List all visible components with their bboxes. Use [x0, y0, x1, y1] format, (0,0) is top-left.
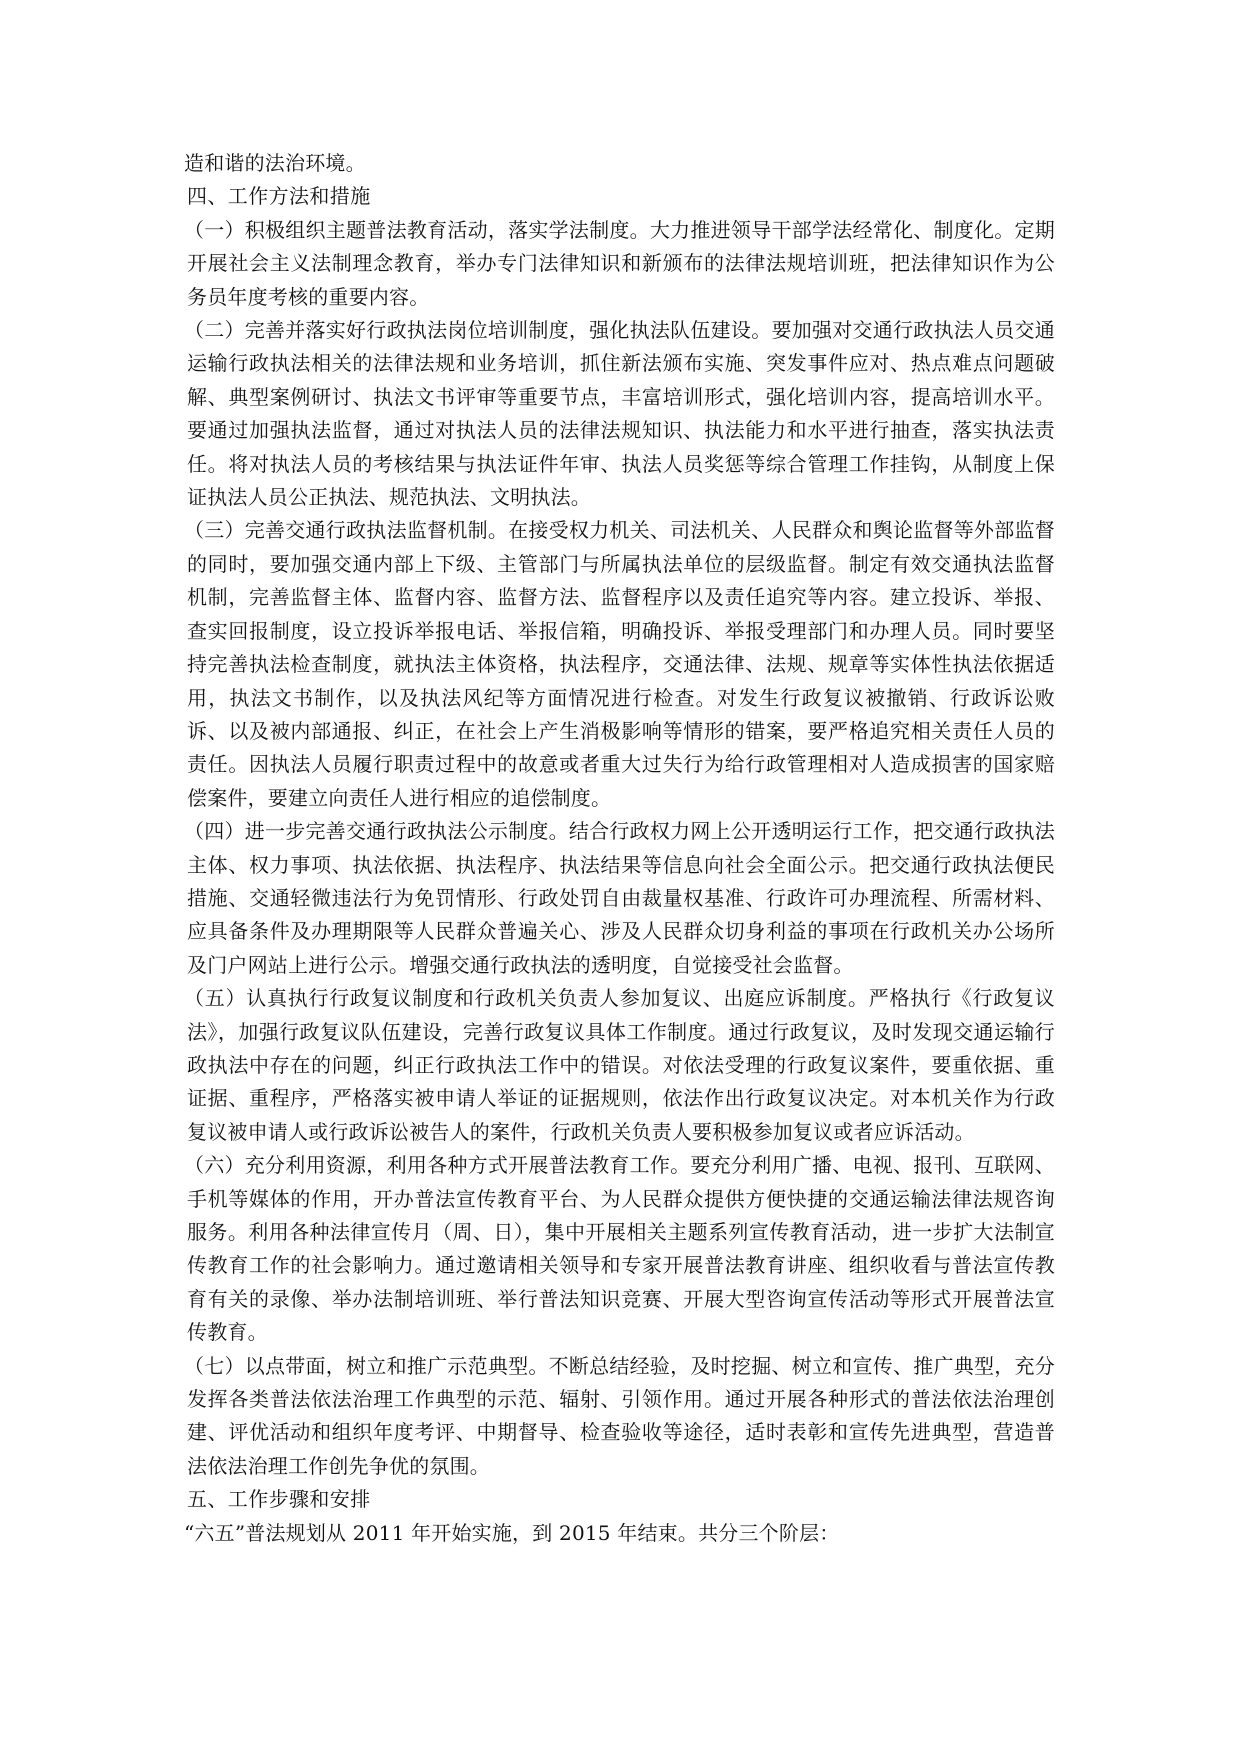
paragraph-item-2: （二）完善并落实好行政执法岗位培训制度，强化执法队伍建设。要加强对交通行政执法人员交通运输行政执法相关的法律法规和业务培训，抓住新法颁布实施、突发事件应对、热点难点问题破解、典型案例研讨、执法文书评审等重要节点，丰富培训形式，强化培训内容，提高培训水平。要通过加强执法监督，通过对执法人员的法律法规知识、执法能力和水平进行抽查，落实执法责任。将对执法人员的考核结果与执法证件年审、执法人员奖惩等综合管理工作挂钩，从制度上保证执法人员公正执法、规范执法、文明执法。	[184, 318, 1055, 510]
paragraph-item-7: （七）以点带面，树立和推广示范典型。不断总结经验，及时挖掘、树立和宣传、推广典型，充分发挥各类普法依法治理工作典型的示范、辐射、引领作用。通过开展各种形式的普法依法治理创建、评优活动和组织年度考评、中期督导、检查验收等途径，适时表彰和宣传先进典型，营造普法依法治理工作创先争优的氛围。	[184, 1353, 1055, 1478]
paragraph-item-5: （五）认真执行行政复议制度和行政机关负责人参加复议、出庭应诉制度。严格执行《行政复议法》，加强行政复议队伍建设，完善行政复议具体工作制度。通过行政复议，及时发现交通运输行政执法中存在的问题，纠正行政执法工作中的错误。对依法受理的行政复议案件，要重依据、重证据、重程序，严格落实被申请人举证的证据规则，依法作出行政复议决定。对本机关作为行政复议被申请人或行政诉讼被告人的案件，行政机关负责人要积极参加复议或者应诉活动。	[184, 986, 1055, 1144]
paragraph-item-4: （四）进一步完善交通行政执法公示制度。结合行政权力网上公开透明运行工作，把交通行政执法主体、权力事项、执法依据、执法程序、执法结果等信息向社会全面公示。把交通行政执法便民措施、交通轻微违法行为免罚情形、行政处罚自由裁量权基准、行政许可办理流程、所需材料、应具备条件及办理期限等人民群众普遍关心、涉及人民群众切身利益的事项在行政机关办公场所及门户网站上进行公示。增强交通行政执法的透明度，自觉接受社会监督。	[184, 819, 1055, 977]
paragraph-item-1: （一）积极组织主题普法教育活动，落实学法制度。大力推进领导干部学法经常化、制度化。定期开展社会主义法制理念教育，举办专门法律知识和新颁布的法律法规培训班，把法律知识作为公务员年度考核的重要内容。	[184, 217, 1055, 309]
paragraph-intro-continuation: 造和谐的法治环境。	[184, 151, 366, 175]
section-heading-steps: 五、工作步骤和安排	[187, 1487, 371, 1512]
section-heading-methods: 四、工作方法和措施	[187, 184, 371, 209]
paragraph-plan-schedule: “六五”普法规划从 2011 年开始实施，到 2015 年结束。共分三个阶层：	[184, 1520, 840, 1545]
paragraph-item-6: （六）充分利用资源，利用各种方式开展普法教育工作。要充分利用广播、电视、报刊、互联网、手机等媒体的作用，开办普法宣传教育平台、为人民群众提供方便快捷的交通运输法律法规咨询服务。利用各种法律宣传月（周、日），集中开展相关主题系列宣传教育活动，进一步扩大法制宣传教育工作的社会影响力。通过邀请相关领导和专家开展普法教育讲座、组织收看与普法宣传教育有关的录像、举办法制培训班、举行普法知识竞赛、开展大型咨询宣传活动等形式开展普法宣传教育。	[184, 1153, 1055, 1345]
paragraph-item-3: （三）完善交通行政执法监督机制。在接受权力机关、司法机关、人民群众和舆论监督等外部监督的同时，要加强交通内部上下级、主管部门与所属执法单位的层级监督。制定有效交通执法监督机制，完善监督主体、监督内容、监督方法、监督程序以及责任追究等内容。建立投诉、举报、查实回报制度，设立投诉举报电话、举报信箱，明确投诉、举报受理部门和办理人员。同时要坚持完善执法检查制度，就执法主体资格，执法程序，交通法律、法规、规章等实体性执法依据适用，执法文书制作，以及执法风纪等方面情况进行检查。对发生行政复议被撤销、行政诉讼败诉、以及被内部通报、纠正，在社会上产生消极影响等情形的错案，要严格追究相关责任人员的责任。因执法人员履行职责过程中的故意或者重大过失行为给行政管理相对人造成损害的国家赔偿案件，要建立向责任人进行相应的追偿制度。	[184, 518, 1055, 810]
document-body	[184, 147, 1055, 1550]
